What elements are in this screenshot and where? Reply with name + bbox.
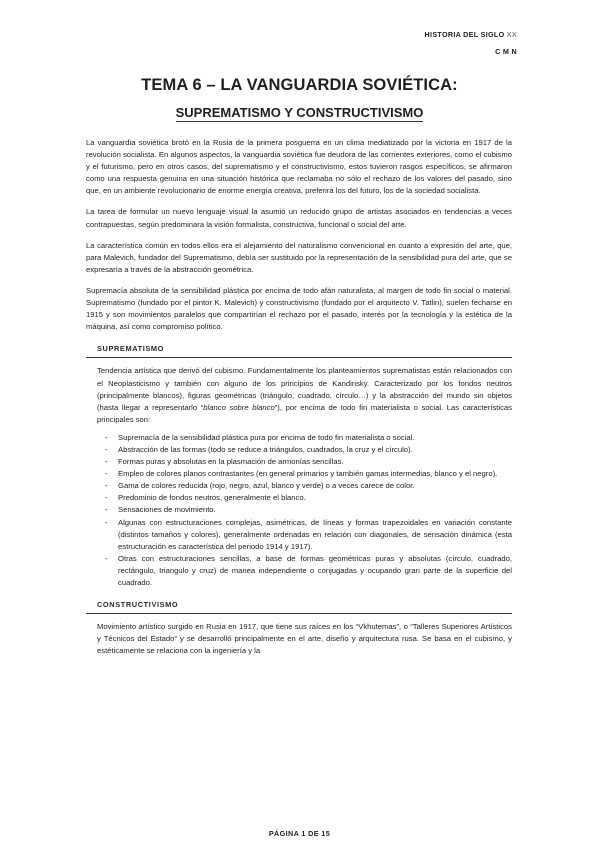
list-item: - Sensaciones de movimiento. <box>118 504 512 516</box>
intro-paragraph: La característica común en todos ellos era el alejamiento del naturalismo convencional en cuanto a expresión del arte, que, para Malevich, fundador del Suprematismo, debía ser sustituido por la representación de la sensibilidad pura del arte, que se expresaría a través de la abstracción geométrica. <box>86 240 512 274</box>
suprematismo-features-list <box>97 432 512 589</box>
course-name-suffix: XX <box>506 30 517 39</box>
intro-paragraph: La tarea de formular un nuevo lenguaje visual la asumió un reducido grupo de artistas asociados en tendencias a veces contrapuestas, según predominara la visión formalista, constructiva, funcional o social del arte. <box>86 207 512 229</box>
section-body-suprematismo <box>86 358 512 589</box>
page-subtitle: SUPREMATISMO Y CONSTRUCTIVISMO <box>175 105 424 120</box>
suprematismo-text-italic: blanco sobre blanco <box>203 402 275 412</box>
section-heading-suprematismo: SUPREMATISMO <box>86 343 512 358</box>
constructivismo-description: Movimiento artístico surgido en Rusia en 1917, que tiene sus raíces en los “Vkhutemas”, o “Talleres Superiores Artísticos y Técnicos del Estado” y se desarrolló principalmente en el arte, diseño y arquitectura rusa. Se basa en el cubismo, y estéticamente se relaciona con la ingeniería y la <box>97 622 512 656</box>
page-number: PÁGINA 1 DE 15 <box>268 829 331 838</box>
intro-paragraph: Supremacía absoluta de la sensibilidad plástica por encima de todo afán naturalista, al margen de todo fin social o material. Suprematismo (fundado por el pintor K. Malevich) y constructivismo (fundado por el arquitecto V. Tatlin), suelen fecharse en 1915 y son movimientos paralelos que compartirían el rechazo por el pasado, interés por la tecnología y la estética de la máquina, así como compromiso político. <box>86 285 512 332</box>
list-item: - Gama de colores reducida (rojo, negro, azul, blanco y verde) o a veces carece de color. <box>118 480 512 492</box>
section-body-constructivismo <box>86 614 512 657</box>
suprematismo-text-before: Tendencia artística que derivó del cubismo. Fundamentalmente los planteamientos suprematistas están relacionados con el Neoplasticismo y también con alguno de los principios de Kandinsky. Caracterizado por los fondos neutros (principalmente blancos), figuras geométricas (triángulo, cuadrado, círculo…) y la abstracción del mundo sin objetos (hasta llegar a representarlo “ <box>97 366 512 412</box>
course-name-main: HISTORIA DEL SIGLO <box>424 30 505 39</box>
intro-paragraph: La vanguardia soviética brotó en la Rusia de la primera posguerra en un clima mediatizado por la victoria en 1917 de la revolución socialista. En algunos aspectos, la vanguardia soviética fue deudora de las corrientes exteriores, como el cubismo y el futurismo, pero en otros casos, del suprematismo y el constructivismo, estos tuvieron rasgos específicos, se afirmaron como una respuesta genuina en una situación histórica que reclamaba no sólo el rechazo de los valores del pasado, sino que, en un ambiente revolucionario de enorme energía creativa, preferirá los del futuro, los de la sociedad socialista. <box>86 138 512 196</box>
course-name <box>425 26 517 43</box>
document-body <box>86 137 512 661</box>
suprematismo-description <box>97 365 512 425</box>
list-item: - Empleo de colores planos contrastantes (en general primarios y también gamas intermedias, blanco y el negro). <box>118 468 512 480</box>
list-item: - Algunas con estructuraciones complejas, asimétricas, de líneas y formas trapezoidales en variación constante (distintos tamaños y colores), generalmente ordenadas en relación con diagonales, de sensación dinámica (esta estructuración es característica del periodo 1914 y 1917). <box>118 517 512 553</box>
list-item: - Formas puras y absolutas en la plasmación de armonías sencillas. <box>118 456 512 468</box>
page-header <box>425 26 517 60</box>
page-title: TEMA 6 – LA VANGUARDIA SOVIÉTICA: <box>141 76 458 94</box>
list-item: - Otras con estructuraciones sencillas, a base de formas geométricas puras y absolutas (círculo, cuadrado, rectángulo, triangulo y cruz) de manea independiente o conjugadas y ocupando gran parte de la superficie del cuadrado. <box>118 553 512 589</box>
list-item: - Supremacía de la sensibilidad plástica pura por encima de todo fin materialista o social. <box>118 432 512 444</box>
section-heading-constructivismo: CONSTRUCTIVISMO <box>86 599 512 614</box>
suprematismo-text-after: ”), por encima de todo fin materialista o social. Las características principales son: <box>97 402 512 424</box>
title-block <box>0 76 599 122</box>
list-item: - Predominio de fondos neutros, generalmente el blanco. <box>118 492 512 504</box>
list-item: - Abstracción de las formas (todo se reduce a triángulos, cuadrados, la cruz y el círculo). <box>118 444 512 456</box>
author-initials: C M N <box>495 47 517 56</box>
